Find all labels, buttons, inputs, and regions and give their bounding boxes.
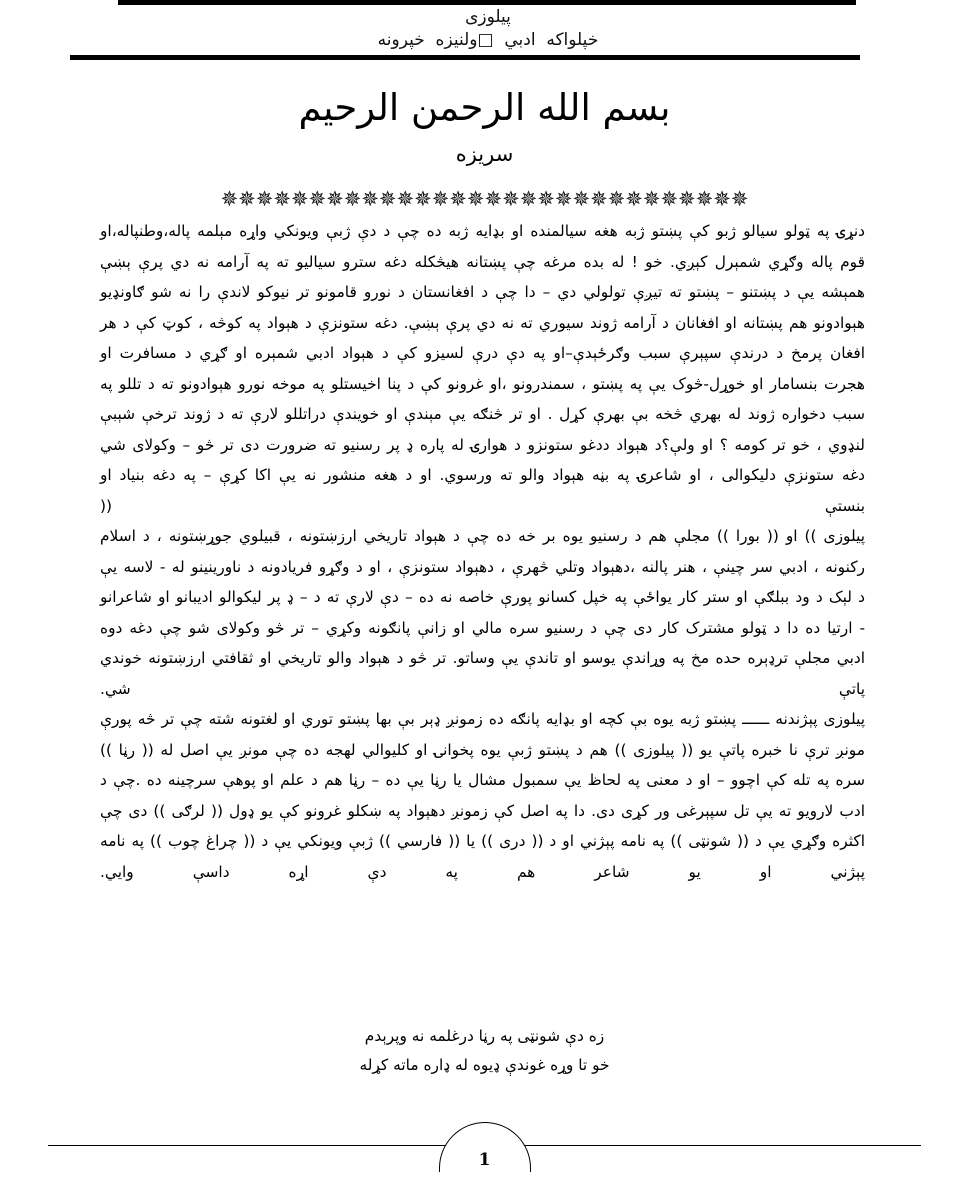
list-item: [18, 704, 947, 887]
masthead-text-block: [118, 5, 858, 54]
list-item-text: پيلوزی پېژندنه ــــــ پښتو ژبه يوه بې کچه او بډايه پانګه ده زمونږ ډېر بې بها پښتو توري او لغتونه شته چې تر څه پورې مونږ ترې نا خبره پاتې يو (( پيلوزی )) هم د پښتو ژبې يوه پخوانۍ او کليوالي لهجه ده چې مونږ يې اصل له (( رڼا )) سره په تله کې اچوو – او د معنی په لحاظ يې سمبول مشال يا رڼا يې ده – رڼا هم د علم او پوهې سرچينه ده .چې د ادب لارويو ته يې تل سپېرغی ور کړی دی. دا په اصل کې زمونږ دهېواد په ښکلو غرونو کې يو ډول (( لرګی )) دی چې اکثره وګړي يې د (( شونټی )) په نامه پېژني او د (( دری )) يا (( فارسي )) ژبې ويونکي يې د (( چراغ چوب )) په نامه پېژني او يو شاعر هم په دې اړه داسې وايي.: [100, 710, 865, 881]
preface-heading: سريزه: [455, 142, 514, 166]
flower-divider: ✵✵✵✵✵✵✵✵✵✵✵✵✵✵✵✵✵✵✵✵✵✵✵✵✵✵✵✵✵✵: [220, 187, 749, 211]
body-paragraph: دنړۍ په ټولو سيالو ژبو کې پښتو ژبه هغه سيالمنده او بډايه ژبه ده چې د دې ژبې ويونکي واړه مېلمه پاله،وطنپاله،او قوم پاله وګړي شمېرل کېږي. خو ! له بده مرغه چې پښتانه هيڅکله دغه سترو سياليو ته په آرامه نه دي پرې ېښې همېشه يې د پښتنو – پښتو ته تيږې تولولي دي – دا چې د افغانستان د نورو قامونو تر نيوکو لاندې را نه شو ګاونډيو هېوادونو هم پښتانه او افغانان د آرامه ژوند سيوري ته نه دي پرې ېښې. دغه ستونزې د هېواد په کوڅه ، کوټ کې د هر افغان پرمخ د درندې سپېرې سبب وګرځېدې–او په دې درې لسيزو کې د هېواد ادبي شمېره او ګړي د مسافرت او هجرت بنسامار او خوړل-څوک يې په پښتو ، سمندرونو ،او غرونو کې د پنا اخيستلو په موخه نورو هېوادونو ته د تللو په سبب دخواره ژوند له بهري څخه بې بهرې کړل . او تر څنګه يې مېندې او خويندې دراتللو لارې ته د ژوند ترخې شېبې لنډوي ، خو تر کومه ؟ او ولې؟د هېواد ددغو ستونزو د هوارۍ له پاره ډ پر رسنيو ته ضرورت دی تر څو – وکولای شي دغه ستونزې دليکوالی ، او شاعرۍ په بڼه هېواد والو ته ورسوي. او د هغه منشور نه يې اکا کړې – په دغه بنياد او بنستې ((: [100, 222, 865, 515]
page-footer: [0, 1122, 969, 1182]
couplet-line-2: خو تا وړه غوندې ډيوه له ډاره ماته کړله: [359, 1056, 610, 1074]
page-number: 1: [478, 1150, 491, 1170]
magazine-subtitle: خپلواکه ادبي □ولنيزه خپرونه: [377, 30, 599, 50]
poetry-couplet: [0, 1022, 969, 1080]
page-number-badge: [439, 1122, 531, 1172]
masthead: [118, 0, 858, 60]
body-paragraph: پيلوزی )) او (( بورا )) مجلې هم د رسنيو يوه بر خه ده چې د هېواد تاريخي ارزښتونه ، قبيلوي جوړښتونه ، د اسلام رکنونه ، ادبي سر چينې ، هنر پالنه ،دهېواد وتلي څهرې ، دهېواد ستونزې ، او د وګړو فريادونه د ناورينينو له - لاسه يې د لېک د ود ببلګې او ستر کار يواځې په خپل کسانو پورې خاصه نه ده – دې لارې ته د – ډ پر ليکوالو اديبانو او شاعرانو - ارتيا ده دا د ټولو مشترک کار دی چې د رسنيو سره مالي او زانې پانګونه وکړي – تر څو وکولای شو چې دغه دوه ادبي مجلې ترډېره حده مخ په وړاندې يوسو او تاندې يې وساتو. تر څو د هېواد والو تاريخي او ثقافتي ارزښتونه خوندي پاتې شي.: [100, 527, 865, 698]
bullet-list: [18, 704, 947, 887]
bismillah-heading: بسم الله الرحمن الرحيم: [298, 86, 671, 129]
couplet-line-1: زه دې شونټی په رڼا درغلمه نه وپرېدم: [364, 1027, 605, 1045]
magazine-title: پيلوزی: [465, 7, 511, 27]
masthead-bottom-rule: [70, 55, 860, 60]
article-body: [0, 216, 969, 887]
